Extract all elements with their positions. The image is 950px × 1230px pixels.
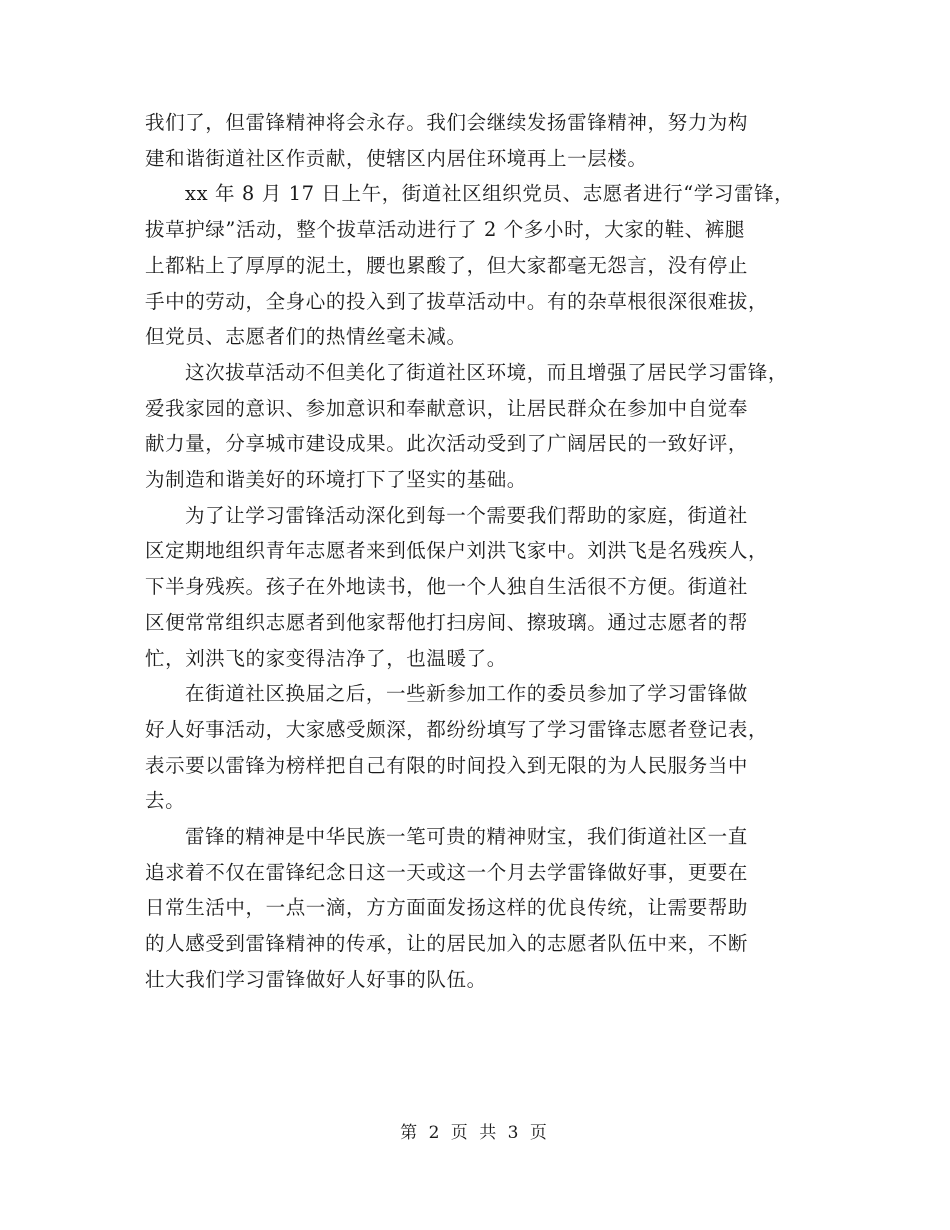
text-line: 下半身残疾。孩子在外地读书，他一个人独自生活很不方便。街道社 xyxy=(145,575,749,599)
text-line: 建和谐街道社区作贡献，使辖区内居住环境再上一层楼。 xyxy=(145,146,648,170)
text-line: xx 年 8 月 17 日上午，街道社区组织党员、志愿者进行“学习雷锋， xyxy=(185,182,795,206)
text-line: 去。 xyxy=(145,789,186,813)
text-line: 在街道社区换届之后，一些新参加工作的委员参加了学习雷锋做 xyxy=(185,682,748,706)
text-line: 忙，刘洪飞的家变得洁净了，也温暖了。 xyxy=(145,646,507,670)
text-line: 表示要以雷锋为榜样把自己有限的时间投入到无限的为人民服务当中 xyxy=(145,753,749,777)
text-line: 上都粘上了厚厚的泥土，腰也累酸了，但大家都毫无怨言，没有停止 xyxy=(145,253,749,277)
paragraph xyxy=(145,819,815,998)
text-line: 追求着不仅在雷锋纪念日这一天或这一个月去学雷锋做好事，更要在 xyxy=(145,860,749,884)
text-line: 壮大我们学习雷锋做好人好事的队伍。 xyxy=(145,967,487,991)
text-line: 献力量，分享城市建设成果。此次活动受到了广阔居民的一致好评， xyxy=(145,432,749,456)
paragraph xyxy=(145,498,815,677)
text-line: 拔草护绿”活动，整个拔草活动进行了 2 个多小时，大家的鞋、裤腿 xyxy=(145,218,745,242)
page-footer: 第 2 页 共 3 页 xyxy=(400,1123,550,1143)
text-line: 爱我家园的意识、参加意识和奉献意识，让居民群众在参加中自觉奉 xyxy=(145,396,749,420)
text-line: 区便常常组织志愿者到他家帮他打扫房间、擦玻璃。通过志愿者的帮 xyxy=(145,610,749,634)
text-line: 日常生活中，一点一滴，方方面面发扬这样的优良传统，让需要帮助 xyxy=(145,896,749,920)
text-line: 为制造和谐美好的环境打下了坚实的基础。 xyxy=(145,468,527,492)
paragraph xyxy=(145,105,815,176)
text-line: 我们了，但雷锋精神将会永存。我们会继续发扬雷锋精神，努力为构 xyxy=(145,111,749,134)
text-line: 雷锋的精神是中华民族一笔可贵的精神财宝，我们街道社区一直 xyxy=(185,825,748,849)
text-line: 手中的劳动，全身心的投入到了拔草活动中。有的杂草根很深很难拔， xyxy=(145,289,769,313)
text-line: 好人好事活动，大家感受颇深，都纷纷填写了学习雷锋志愿者登记表， xyxy=(145,717,769,741)
paragraph xyxy=(145,676,815,819)
document-body xyxy=(145,105,815,998)
text-line: 区定期地组织青年志愿者来到低保户刘洪飞家中。刘洪飞是名残疾人， xyxy=(145,539,769,563)
paragraph xyxy=(145,355,815,498)
paragraph xyxy=(145,176,815,355)
text-line: 但党员、志愿者们的热情丝毫未减。 xyxy=(145,325,467,349)
text-line: 这次拔草活动不但美化了街道社区环境，而且增强了居民学习雷锋， xyxy=(185,360,789,384)
text-line: 的人感受到雷锋精神的传承，让的居民加入的志愿者队伍中来，不断 xyxy=(145,932,749,956)
text-line: 为了让学习雷锋活动深化到每一个需要我们帮助的家庭，街道社 xyxy=(185,503,748,527)
